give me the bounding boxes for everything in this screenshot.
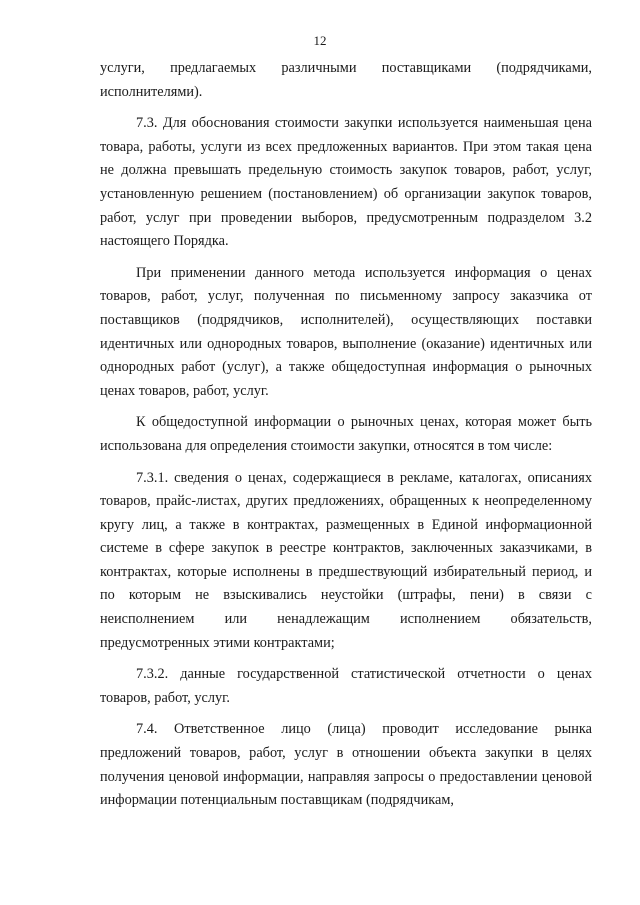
- paragraph-7-3: 7.3. Для обоснования стоимости закупки используется наименьшая цена товара, работы, услуги из всех предложенных вариантов. При этом такая цена не должна превышать предельную стоимость закупок товаров, работ, услуг, установленную решением (постановлением) об организации закупок товаров, работ, услуг при проведении выборов, предусмотренным подразделом 3.2 настоящего Порядка.: [100, 115, 592, 250]
- paragraph-7-4: 7.4. Ответственное лицо (лица) проводит исследование рынка предложений товаров, работ, услуг в отношении объекта закупки в целях получения ценовой информации, направляя запросы о предоставлении ценовой информации потенциальным поставщикам (подрядчикам,: [100, 721, 592, 809]
- paragraph-7-3-1: 7.3.1. сведения о ценах, содержащиеся в рекламе, каталогах, описаниях товаров, прайс-листах, других предложениях, обращенных к неопределенному кругу лиц, а также в контрактах, размещенных в Единой информационной системе в сфере закупок в реестре контрактов, заключенных заказчиками, в контрактах, которые исполнены в предшествующий избирательный период, и по которым не взыскивались неустойки (штрафы, пени) в связи с неисполнением или ненадлежащим исполнением обязательств, предусмотренных этими контрактами;: [100, 469, 592, 651]
- paragraph-7-3-2: 7.3.2. данные государственной статистической отчетности о ценах товаров, работ, услуг.: [100, 666, 592, 706]
- paragraph-method-info: При применении данного метода используется информация о ценах товаров, работ, услуг, полученная по письменному запросу заказчика от поставщиков (подрядчиков, исполнителей), осуществляющих поставки идентичных или однородных товаров, выполнение (оказание) идентичных или однородных работ (услуг), а также общедоступная информация о рыночных ценах товаров, работ, услуг.: [100, 264, 592, 399]
- document-body: [100, 57, 592, 813]
- paragraph-continuation: услуги, предлагаемых различными поставщиками (подрядчиками, исполнителями).: [100, 60, 592, 100]
- paragraph-public-info: К общедоступной информации о рыночных ценах, которая может быть использована для определения стоимости закупки, относятся в том числе:: [100, 414, 592, 454]
- page-number: 12: [313, 33, 327, 48]
